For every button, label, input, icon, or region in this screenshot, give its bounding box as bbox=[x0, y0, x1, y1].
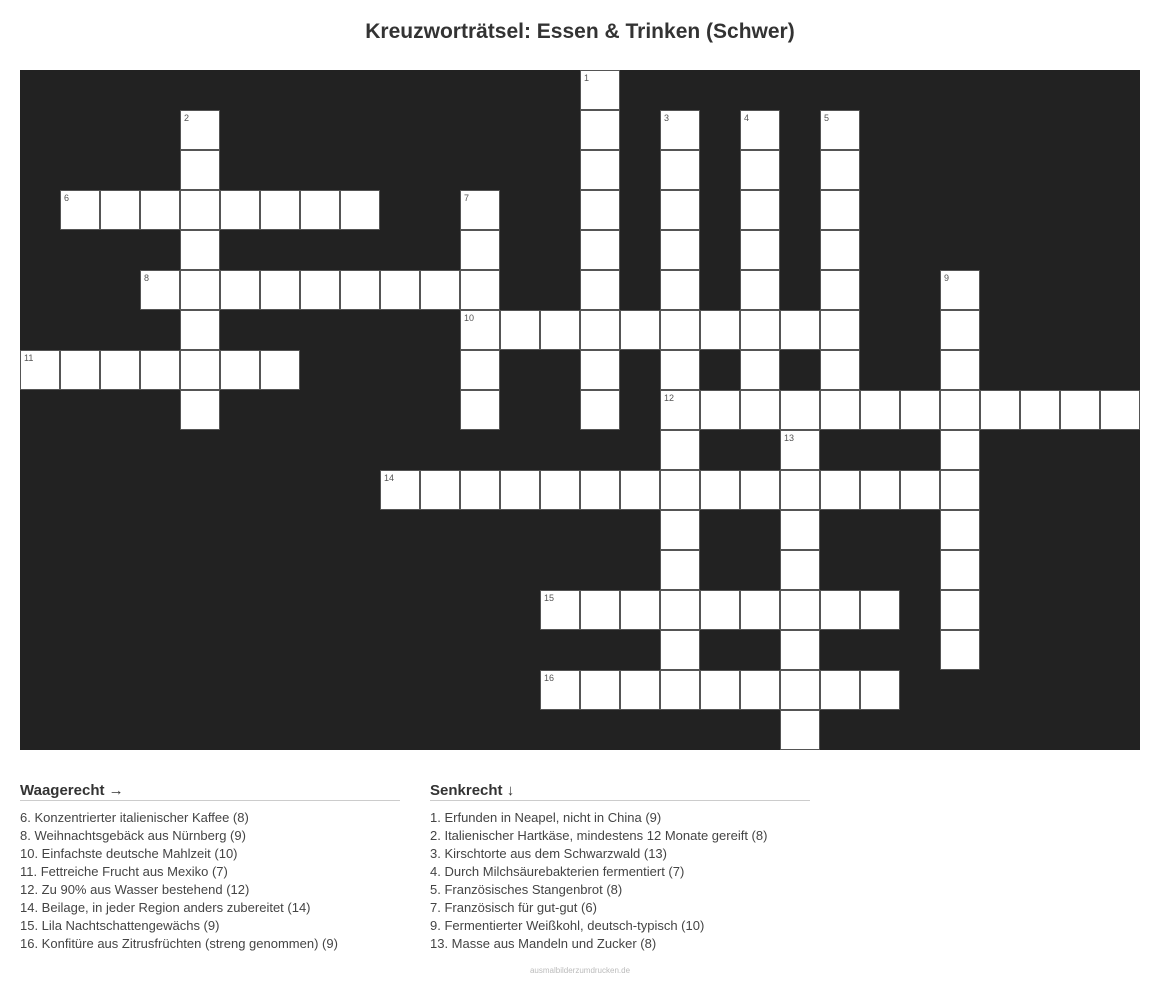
puzzle-title: Kreuzworträtsel: Essen & Trinken (Schwer) bbox=[365, 20, 795, 43]
grid-cell[interactable] bbox=[460, 270, 500, 310]
grid-cell[interactable] bbox=[580, 230, 620, 270]
grid-cell[interactable] bbox=[660, 550, 700, 590]
grid-cell[interactable] bbox=[220, 270, 260, 310]
grid-cell[interactable] bbox=[460, 470, 500, 510]
down-heading: Senkrecht ↓ bbox=[430, 782, 810, 801]
grid-cell[interactable] bbox=[1060, 390, 1100, 430]
clue-item: 11. Fettreiche Frucht aus Mexiko (7) bbox=[20, 864, 228, 879]
grid-cell[interactable] bbox=[700, 470, 740, 510]
cell-number: 6 bbox=[64, 193, 70, 203]
grid-cell[interactable] bbox=[660, 110, 700, 150]
grid-cell[interactable] bbox=[780, 470, 820, 510]
grid-cell[interactable] bbox=[660, 190, 700, 230]
grid-cell[interactable] bbox=[820, 670, 860, 710]
grid-cell[interactable] bbox=[580, 150, 620, 190]
grid-cell[interactable] bbox=[740, 150, 780, 190]
grid-cell[interactable] bbox=[820, 190, 860, 230]
grid-cell[interactable] bbox=[580, 390, 620, 430]
grid-cell[interactable] bbox=[580, 70, 620, 110]
grid-cell[interactable] bbox=[580, 270, 620, 310]
grid-cell[interactable] bbox=[660, 310, 700, 350]
grid-cell[interactable] bbox=[940, 550, 980, 590]
grid-cell[interactable] bbox=[740, 270, 780, 310]
clue-item: 7. Französisch für gut-gut (6) bbox=[430, 900, 597, 915]
grid-cell[interactable] bbox=[740, 590, 780, 630]
cell-number: 5 bbox=[824, 113, 830, 123]
clue-item: 9. Fermentierter Weißkohl, deutsch-typisch (10) bbox=[430, 918, 705, 933]
grid-cell[interactable] bbox=[820, 390, 860, 430]
grid-cell[interactable] bbox=[460, 190, 500, 230]
grid-cell[interactable] bbox=[140, 350, 180, 390]
clue-item: 6. Konzentrierter italienischer Kaffee (8) bbox=[20, 810, 249, 825]
grid-cell[interactable] bbox=[660, 150, 700, 190]
grid-cell[interactable] bbox=[180, 310, 220, 350]
cell-number: 14 bbox=[384, 473, 395, 483]
grid-cell[interactable] bbox=[460, 230, 500, 270]
cell-number: 8 bbox=[144, 273, 150, 283]
grid-cell[interactable] bbox=[660, 630, 700, 670]
grid-cell[interactable] bbox=[820, 110, 860, 150]
clue-item: 10. Einfachste deutsche Mahlzeit (10) bbox=[20, 846, 238, 861]
clue-item: 13. Masse aus Mandeln und Zucker (8) bbox=[430, 936, 657, 951]
grid-cell[interactable] bbox=[180, 110, 220, 150]
grid-cell[interactable] bbox=[260, 270, 300, 310]
across-heading: Waagerecht → bbox=[20, 782, 400, 801]
grid-cell[interactable] bbox=[740, 310, 780, 350]
grid-cell[interactable] bbox=[580, 310, 620, 350]
grid-cell[interactable] bbox=[460, 390, 500, 430]
grid-cell[interactable] bbox=[700, 310, 740, 350]
grid-cell[interactable] bbox=[900, 390, 940, 430]
across-clues-panel bbox=[20, 782, 400, 953]
grid-cell[interactable] bbox=[540, 590, 580, 630]
grid-cell[interactable] bbox=[500, 310, 540, 350]
footer-credit: ausmalbilderzumdrucken.de bbox=[529, 966, 631, 975]
grid-cell[interactable] bbox=[340, 190, 380, 230]
grid-cell[interactable] bbox=[820, 350, 860, 390]
grid-cell[interactable] bbox=[740, 190, 780, 230]
clue-item: 1. Erfunden in Neapel, nicht in China (9) bbox=[430, 810, 662, 825]
clue-item: 3. Kirschtorte aus dem Schwarzwald (13) bbox=[430, 846, 667, 861]
grid-cell[interactable] bbox=[180, 350, 220, 390]
crossword-grid bbox=[20, 70, 1140, 750]
grid-cell[interactable] bbox=[900, 470, 940, 510]
grid-cell[interactable] bbox=[740, 350, 780, 390]
grid-cell[interactable] bbox=[300, 270, 340, 310]
grid-cell[interactable] bbox=[460, 350, 500, 390]
grid-cell[interactable] bbox=[780, 310, 820, 350]
clue-item: 12. Zu 90% aus Wasser bestehend (12) bbox=[20, 882, 250, 897]
grid-cell[interactable] bbox=[180, 390, 220, 430]
grid-cell[interactable] bbox=[580, 590, 620, 630]
grid-cell[interactable] bbox=[180, 150, 220, 190]
cell-number: 13 bbox=[784, 433, 795, 443]
grid-cell[interactable] bbox=[660, 590, 700, 630]
grid-cell[interactable] bbox=[820, 470, 860, 510]
grid-cell[interactable] bbox=[220, 350, 260, 390]
grid-cell[interactable] bbox=[940, 390, 980, 430]
grid-cell[interactable] bbox=[540, 670, 580, 710]
grid-cell[interactable] bbox=[660, 270, 700, 310]
grid-cell[interactable] bbox=[940, 590, 980, 630]
grid-cell[interactable] bbox=[580, 350, 620, 390]
grid-cell[interactable] bbox=[780, 670, 820, 710]
grid-cell[interactable] bbox=[940, 510, 980, 550]
cell-number: 7 bbox=[464, 193, 470, 203]
grid-cell[interactable] bbox=[660, 430, 700, 470]
grid-cell[interactable] bbox=[820, 150, 860, 190]
grid-cell[interactable] bbox=[500, 470, 540, 510]
grid-cell[interactable] bbox=[140, 270, 180, 310]
cell-number: 11 bbox=[24, 353, 34, 363]
cell-number: 1 bbox=[584, 73, 590, 83]
grid-cell[interactable] bbox=[180, 190, 220, 230]
grid-cell[interactable] bbox=[420, 470, 460, 510]
grid-cell[interactable] bbox=[740, 110, 780, 150]
grid-cell[interactable] bbox=[220, 190, 260, 230]
grid-cell[interactable] bbox=[140, 190, 180, 230]
down-clues-panel bbox=[430, 782, 810, 953]
cell-number: 2 bbox=[184, 113, 190, 123]
grid-cell[interactable] bbox=[100, 190, 140, 230]
grid-cell[interactable] bbox=[820, 230, 860, 270]
grid-cell[interactable] bbox=[860, 470, 900, 510]
grid-cell[interactable] bbox=[580, 110, 620, 150]
grid-cell[interactable] bbox=[620, 590, 660, 630]
grid-cell[interactable] bbox=[180, 270, 220, 310]
grid-cell[interactable] bbox=[700, 390, 740, 430]
grid-cell[interactable] bbox=[660, 390, 700, 430]
grid-cell[interactable] bbox=[940, 430, 980, 470]
grid-cell[interactable] bbox=[660, 230, 700, 270]
cell-number: 9 bbox=[944, 273, 950, 283]
clue-item: 8. Weihnachtsgebäck aus Nürnberg (9) bbox=[20, 828, 246, 843]
grid-cell[interactable] bbox=[620, 670, 660, 710]
grid-cell[interactable] bbox=[20, 350, 60, 390]
grid-cell[interactable] bbox=[740, 470, 780, 510]
grid-cell[interactable] bbox=[820, 590, 860, 630]
grid-cell[interactable] bbox=[860, 390, 900, 430]
grid-cell[interactable] bbox=[740, 670, 780, 710]
grid-cell[interactable] bbox=[740, 230, 780, 270]
grid-cell[interactable] bbox=[580, 470, 620, 510]
grid-cell[interactable] bbox=[780, 710, 820, 750]
grid-cell[interactable] bbox=[700, 590, 740, 630]
grid-cell[interactable] bbox=[660, 510, 700, 550]
cell-number: 15 bbox=[544, 593, 555, 603]
grid-cell[interactable] bbox=[540, 470, 580, 510]
grid-cell[interactable] bbox=[820, 270, 860, 310]
grid-cell[interactable] bbox=[940, 470, 980, 510]
clue-item: 16. Konfitüre aus Zitrusfrüchten (streng genommen) (9) bbox=[20, 936, 338, 951]
grid-cell[interactable] bbox=[60, 350, 100, 390]
grid-cell[interactable] bbox=[580, 190, 620, 230]
grid-cell[interactable] bbox=[780, 430, 820, 470]
grid-cell[interactable] bbox=[940, 350, 980, 390]
clue-item: 15. Lila Nachtschattengewächs (9) bbox=[20, 918, 220, 933]
grid-cell[interactable] bbox=[780, 390, 820, 430]
grid-cell[interactable] bbox=[380, 470, 420, 510]
grid-cell[interactable] bbox=[620, 310, 660, 350]
cell-number: 16 bbox=[544, 673, 555, 683]
grid-cell[interactable] bbox=[180, 230, 220, 270]
grid-cell[interactable] bbox=[820, 310, 860, 350]
grid-cell[interactable] bbox=[1020, 390, 1060, 430]
grid-cell[interactable] bbox=[420, 270, 460, 310]
clue-item: 5. Französisches Stangenbrot (8) bbox=[430, 882, 623, 897]
grid-cell[interactable] bbox=[380, 270, 420, 310]
grid-cell[interactable] bbox=[660, 350, 700, 390]
grid-cell[interactable] bbox=[1100, 390, 1140, 430]
cell-number: 10 bbox=[464, 313, 475, 323]
grid-cell[interactable] bbox=[660, 670, 700, 710]
clue-item: 14. Beilage, in jeder Region anders zubereitet (14) bbox=[20, 900, 311, 915]
grid-cell[interactable] bbox=[620, 470, 660, 510]
grid-cell[interactable] bbox=[740, 390, 780, 430]
grid-cell[interactable] bbox=[780, 630, 820, 670]
grid-cell[interactable] bbox=[780, 590, 820, 630]
grid-cell[interactable] bbox=[940, 270, 980, 310]
cell-number: 4 bbox=[744, 113, 750, 123]
grid-cell[interactable] bbox=[860, 670, 900, 710]
grid-cell[interactable] bbox=[580, 670, 620, 710]
grid-cell[interactable] bbox=[260, 190, 300, 230]
grid-cell[interactable] bbox=[940, 310, 980, 350]
grid-cell[interactable] bbox=[300, 190, 340, 230]
grid-cell[interactable] bbox=[660, 470, 700, 510]
cell-number: 12 bbox=[664, 393, 675, 403]
cell-number: 3 bbox=[664, 113, 670, 123]
grid-cell[interactable] bbox=[540, 310, 580, 350]
clue-item: 4. Durch Milchsäurebakterien fermentiert (7) bbox=[430, 864, 685, 879]
grid-cell[interactable] bbox=[460, 310, 500, 350]
grid-cell[interactable] bbox=[780, 550, 820, 590]
grid-cell[interactable] bbox=[940, 630, 980, 670]
clue-item: 2. Italienischer Hartkäse, mindestens 12 Monate gereift (8) bbox=[430, 828, 768, 843]
grid-cell[interactable] bbox=[260, 350, 300, 390]
down-clue-list bbox=[430, 809, 810, 953]
grid-cell[interactable] bbox=[780, 510, 820, 550]
across-clue-list bbox=[20, 809, 400, 953]
grid-cell[interactable] bbox=[340, 270, 380, 310]
grid-cell[interactable] bbox=[980, 390, 1020, 430]
grid-cell[interactable] bbox=[60, 190, 100, 230]
grid-cell[interactable] bbox=[860, 590, 900, 630]
grid-cell[interactable] bbox=[700, 670, 740, 710]
grid-cell[interactable] bbox=[100, 350, 140, 390]
